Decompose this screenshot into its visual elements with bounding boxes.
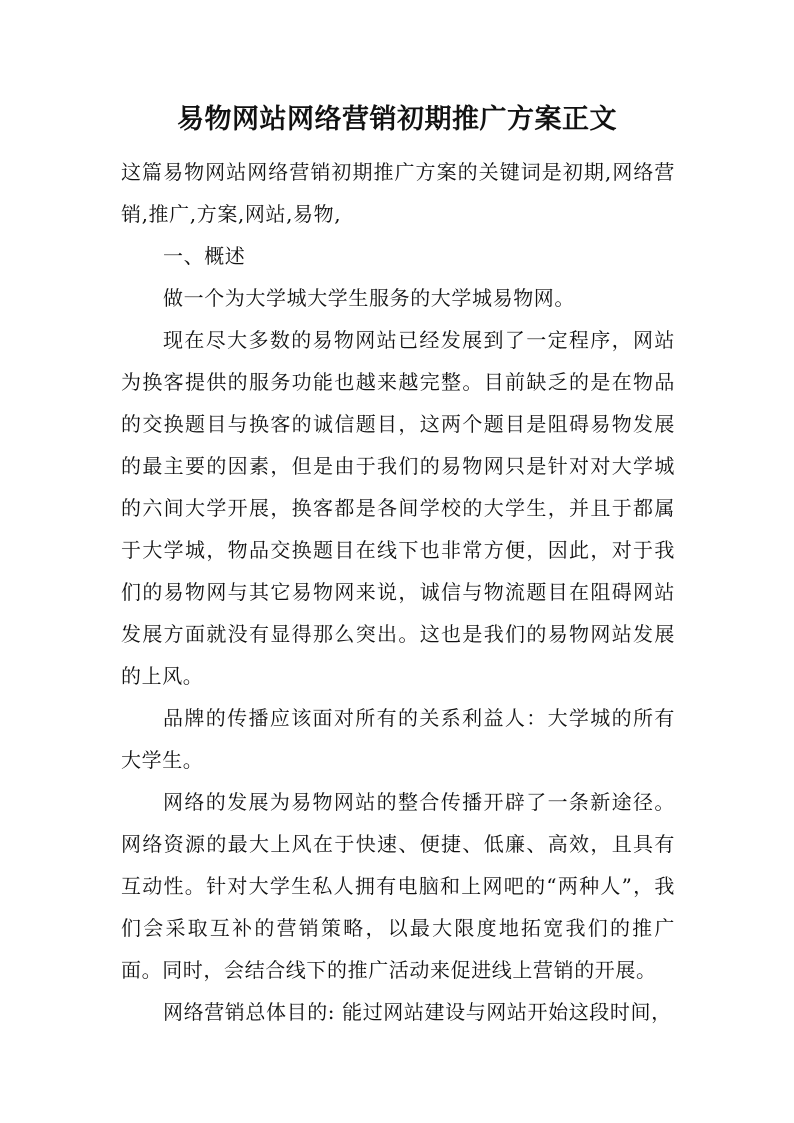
paragraph-overview: 做一个为大学城大学生服务的大学城易物网。 [163,286,575,310]
paragraph-current-situation: 现在尽大多数的易物网站已经发展到了一定程序，网站为换客提供的服务功能也越来越完整。目前缺乏的是在物品的交换题目与换客的诚信题目，这两个题目是阻碍易物发展的最主要的因素，但是由于我们的易物网只是针对对大学城的六间大学开展，换客都是各间学校的大学生，并且于都属于大学城，物品交换题目在线下也非常方便，因此，对于我们的易物网与其它易物网来说，诚信与物流题目在阻碍网站发展方面就没有显得那么突出。这也是我们的易物网站发展的上风。 [121,328,675,688]
paragraph-marketing-goal: 网络营销总体目的: 能过网站建设与网站开始这段时间， [163,1000,672,1024]
paragraph-section-heading: 一、概述 [163,244,246,268]
paragraph-keywords: 这篇易物网站网络营销初期推广方案的关键词是初期,网络营销,推广,方案,网站,易物, [121,160,675,226]
document-title: 易物网站网络营销初期推广方案正文 [177,104,617,135]
document-body [121,151,675,1033]
paragraph-network-development: 网络的发展为易物网站的整合传播开辟了一条新途径。网络资源的最大上风在于快速、便捷、低廉、高效，且具有互动性。针对大学生私人拥有电脑和上网吧的“两种人”，我们会采取互补的营销策略，以最大限度地拓宽我们的推广面。同时，会结合线下的推广活动来促进线上营销的开展。 [121,790,675,982]
paragraph-brand-audience: 品牌的传播应该面对所有的关系利益人：大学城的所有大学生。 [121,706,675,772]
